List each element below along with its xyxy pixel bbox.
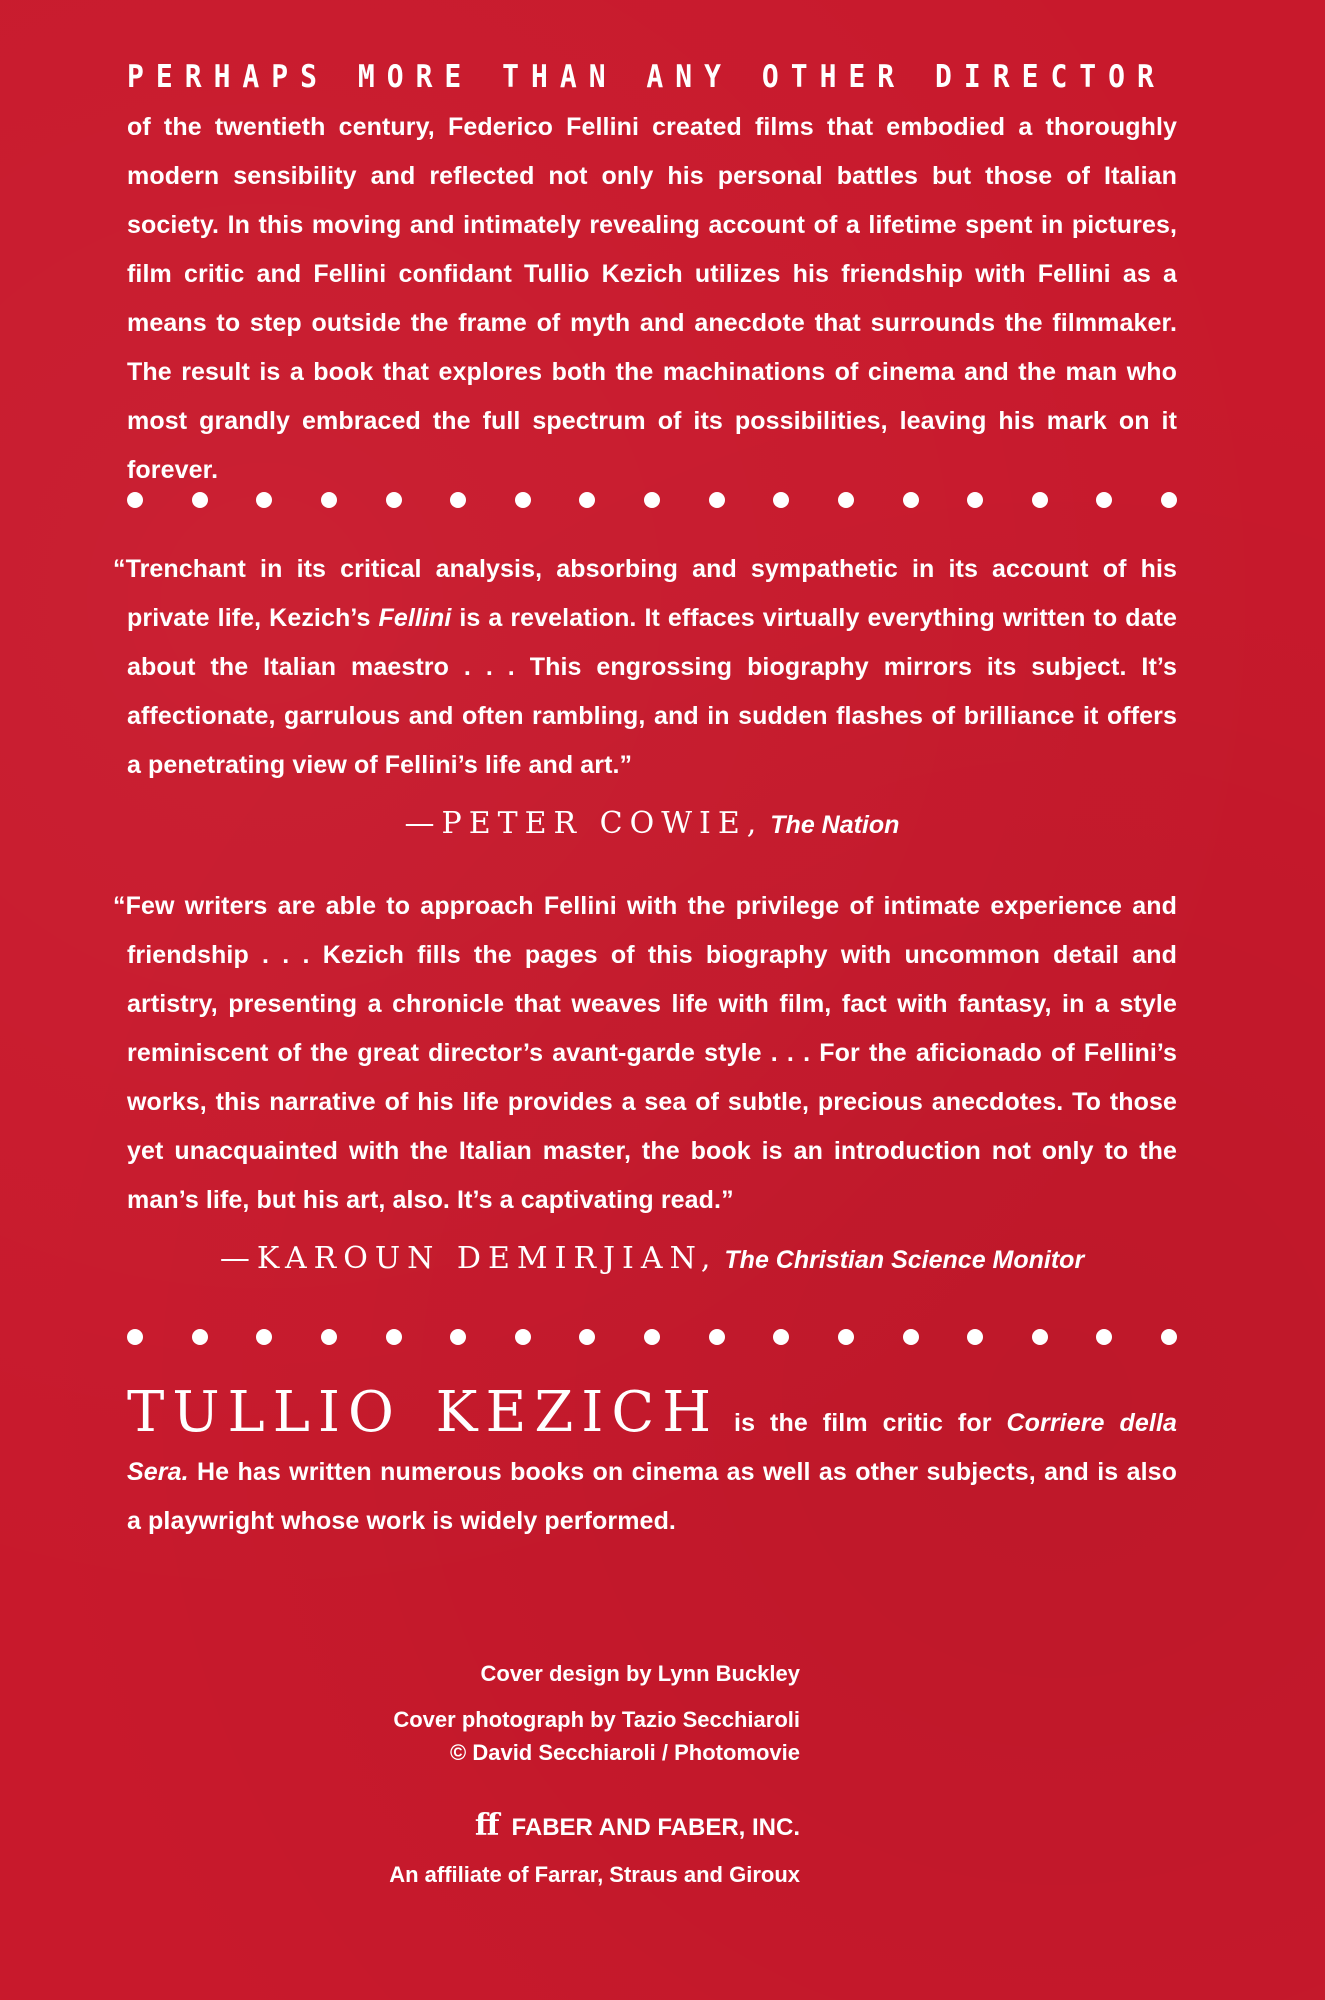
divider-dot	[838, 492, 854, 508]
cover-credits	[393, 1657, 800, 1769]
quote-2-attribution	[127, 1241, 1177, 1276]
quote-1-title: Fellini	[378, 604, 452, 632]
divider-dot	[903, 492, 919, 508]
quote-2-attribution-source: The Christian Science Monitor	[724, 1246, 1085, 1274]
divider-dot	[773, 492, 789, 508]
divider-dot	[515, 492, 531, 508]
divider-dot	[256, 492, 272, 508]
divider-dot	[1032, 1329, 1048, 1345]
author-publication: Corriere della Sera.	[127, 1409, 1177, 1486]
quote-1-attribution-name: —PETER COWIE,	[404, 806, 764, 841]
divider-dot	[127, 492, 143, 508]
intro-paragraph	[127, 52, 1177, 495]
publisher-logo: ff	[474, 1808, 500, 1843]
quote-2-attribution-name: —KAROUN DEMIRJIAN,	[219, 1241, 718, 1276]
divider-dot	[321, 492, 337, 508]
divider-dot	[644, 1329, 660, 1345]
divider-dot	[709, 1329, 725, 1345]
publisher-name: FABER AND FABER, INC.	[511, 1814, 800, 1841]
quote-2	[113, 882, 1177, 1225]
divider-dot	[1032, 492, 1048, 508]
divider-dot	[1161, 1329, 1177, 1345]
author-text-after: He has written numerous books on cinema as well as other subjects, and is also a playwright whose work is widely performed.	[127, 1458, 1177, 1535]
divider-dot	[579, 1329, 595, 1345]
intro-text: of the twentieth century, Federico Fellini created films that embodied a thoroughly modern sensibility and reflected not only his personal battles but those of Italian society. In this moving and intimately revealing account of a lifetime spent in pictures, film critic and Fellini confidant Tullio Kezich utilizes his friendship with Fellini as a means to step outside the frame of myth and anecdote that surrounds the filmmaker. The result is a book that explores both the machinations of cinema and the man who most grandly embraced the full spectrum of its possibilities, leaving his mark on it forever.	[127, 113, 1177, 484]
cover-photo-credit: Cover photograph by Tazio Secchiaroli	[393, 1707, 800, 1732]
author-text-before: is the film critic for	[719, 1409, 1007, 1437]
divider-dot	[1096, 1329, 1112, 1345]
publisher-affiliate: An affiliate of Farrar, Straus and Giroux	[389, 1862, 800, 1887]
divider-dot	[644, 492, 660, 508]
divider-dot	[967, 1329, 983, 1345]
divider-dot	[579, 492, 595, 508]
intro-lead-in: PERHAPS MORE THAN ANY OTHER DIRECTOR	[127, 58, 1166, 95]
divider-dot	[192, 1329, 208, 1345]
divider-dot	[256, 1329, 272, 1345]
divider-dot	[450, 1329, 466, 1345]
divider-dot	[386, 1329, 402, 1345]
divider-dot	[903, 1329, 919, 1345]
dot-divider-bottom	[127, 1327, 1177, 1347]
divider-dot	[515, 1329, 531, 1345]
quote-1-text-after: is a revelation. It effaces virtually everything written to date about the Italian maestro . . . This engrossing biography mirrors its subject. It’s affectionate, garrulous and often rambling, and in sudden flashes of brilliance it offers a penetrating view of Fellini’s life and art.”	[127, 604, 1178, 779]
divider-dot	[773, 1329, 789, 1345]
divider-dot	[127, 1329, 143, 1345]
divider-dot	[967, 492, 983, 508]
divider-dot	[709, 492, 725, 508]
divider-dot	[386, 492, 402, 508]
divider-dot	[192, 492, 208, 508]
quote-1	[113, 545, 1178, 790]
quote-1-text-before: “Trenchant in its critical analysis, absorbing and sympathetic in its account of his private life, Kezich’s	[113, 555, 1177, 632]
divider-dot	[450, 492, 466, 508]
author-name: TULLIO KEZICH	[127, 1380, 720, 1445]
quote-1-attribution-source: The Nation	[770, 811, 900, 839]
divider-dot	[321, 1329, 337, 1345]
quote-1-attribution	[127, 806, 1177, 841]
photo-copyright: © David Secchiaroli / Photomovie	[450, 1740, 800, 1765]
divider-dot	[1096, 492, 1112, 508]
cover-design-credit: Cover design by Lynn Buckley	[480, 1661, 800, 1686]
author-bio	[127, 1380, 1177, 1546]
dot-divider-top	[127, 490, 1177, 510]
divider-dot	[838, 1329, 854, 1345]
publisher	[475, 1808, 800, 1843]
quote-2-text: “Few writers are able to approach Fellini with the privilege of intimate experience and friendship . . . Kezich fills the pages of this biography with uncommon detail and artistry, presenting a chronicle that weaves life with film, fact with fantasy, in a style reminiscent of the great director’s avant-garde style . . . For the aficionado of Fellini’s works, this narrative of his life provides a sea of subtle, precious anecdotes. To those yet unacquainted with the Italian master, the book is an introduction not only to the man’s life, but his art, also. It’s a captivating read.”	[113, 892, 1177, 1214]
divider-dot	[1161, 492, 1177, 508]
